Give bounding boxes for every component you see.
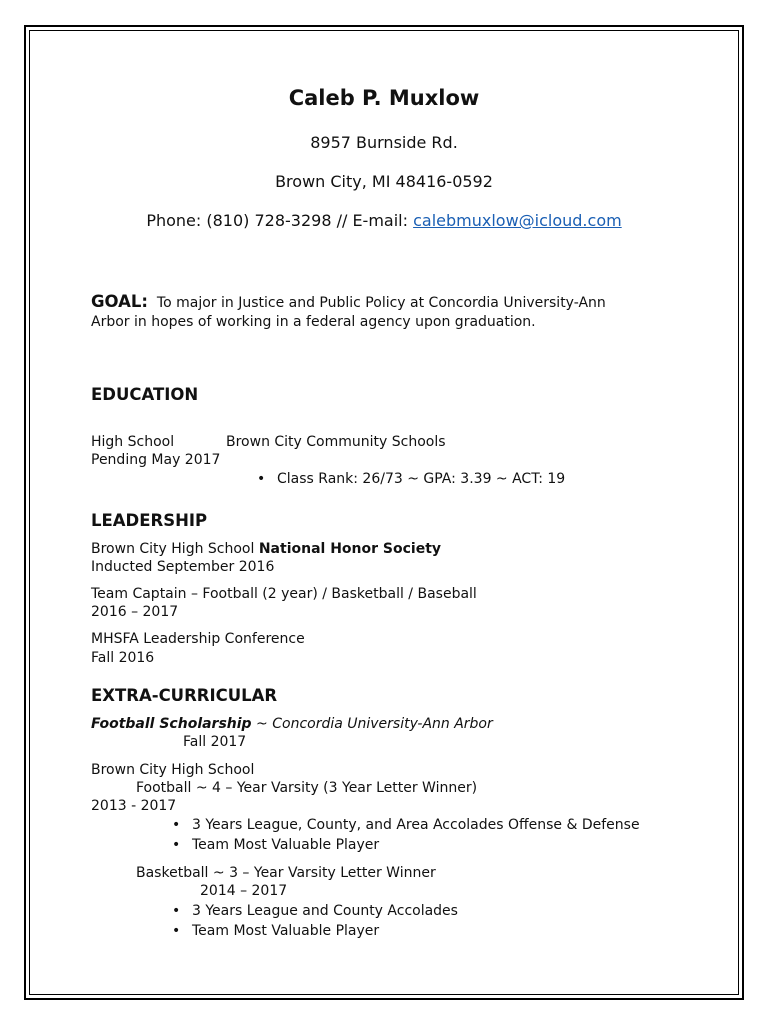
nhs-name: National Honor Society [258,541,442,557]
scholarship-date: Fall 2017 [183,734,247,750]
football-date: 2013 - 2017 [91,798,177,814]
leadership-heading: LEADERSHIP [91,511,208,530]
education-date: Pending May 2017 [91,452,221,468]
hs-name: Brown City High School [91,762,255,778]
captain-date: 2016 – 2017 [91,604,179,620]
conference-date: Fall 2016 [91,650,155,666]
basketball-date: 2014 – 2017 [200,883,288,899]
contact-line [0,211,768,230]
address-line-1: 8957 Burnside Rd. [310,133,458,152]
scholarship-line [91,715,493,733]
captain-line: Team Captain – Football (2 year) / Basketball / Baseball [91,586,477,602]
nhs-line [91,540,441,558]
football-line: Football ~ 4 – Year Varsity (3 Year Letter Winner) [136,780,478,796]
applicant-name: Caleb P. Muxlow [288,86,480,110]
phone-text: Phone: (810) 728-3298 // E-mail: [146,211,414,230]
football-bullet-1: • 3 Years League, County, and Area Accolades Offense & Defense [192,816,640,834]
nhs-school: Brown City High School [91,541,259,557]
extracurricular-heading: EXTRA-CURRICULAR [91,686,278,705]
address-line-2: Brown City, MI 48416-0592 [275,172,493,191]
conference-line: MHSFA Leadership Conference [91,631,305,647]
basketball-line: Basketball ~ 3 – Year Varsity Letter Winner [136,865,436,881]
football-bullet-2: • Team Most Valuable Player [192,836,379,854]
nhs-date: Inducted September 2016 [91,559,275,575]
education-school: Brown City Community Schools [226,434,446,450]
goal-text-1: To major in Justice and Public Policy at Concordia University-Ann [156,295,606,311]
education-heading: EDUCATION [91,385,199,404]
email-link[interactable]: calebmuxlow@icloud.com [413,211,622,230]
goal-label: GOAL: [91,292,149,311]
education-level: High School [91,434,175,450]
scholarship-school: ~ Concordia University-Ann Arbor [251,716,493,732]
goal-line-2: Arbor in hopes of working in a federal agency upon graduation. [91,314,536,330]
scholarship-title: Football Scholarship [91,716,252,732]
goal-line-1 [91,293,606,312]
basketball-bullet-1: • 3 Years League and County Accolades [192,902,458,920]
basketball-bullet-2: • Team Most Valuable Player [192,922,379,940]
education-bullet: • Class Rank: 26/73 ~ GPA: 3.39 ~ ACT: 19 [277,470,565,488]
